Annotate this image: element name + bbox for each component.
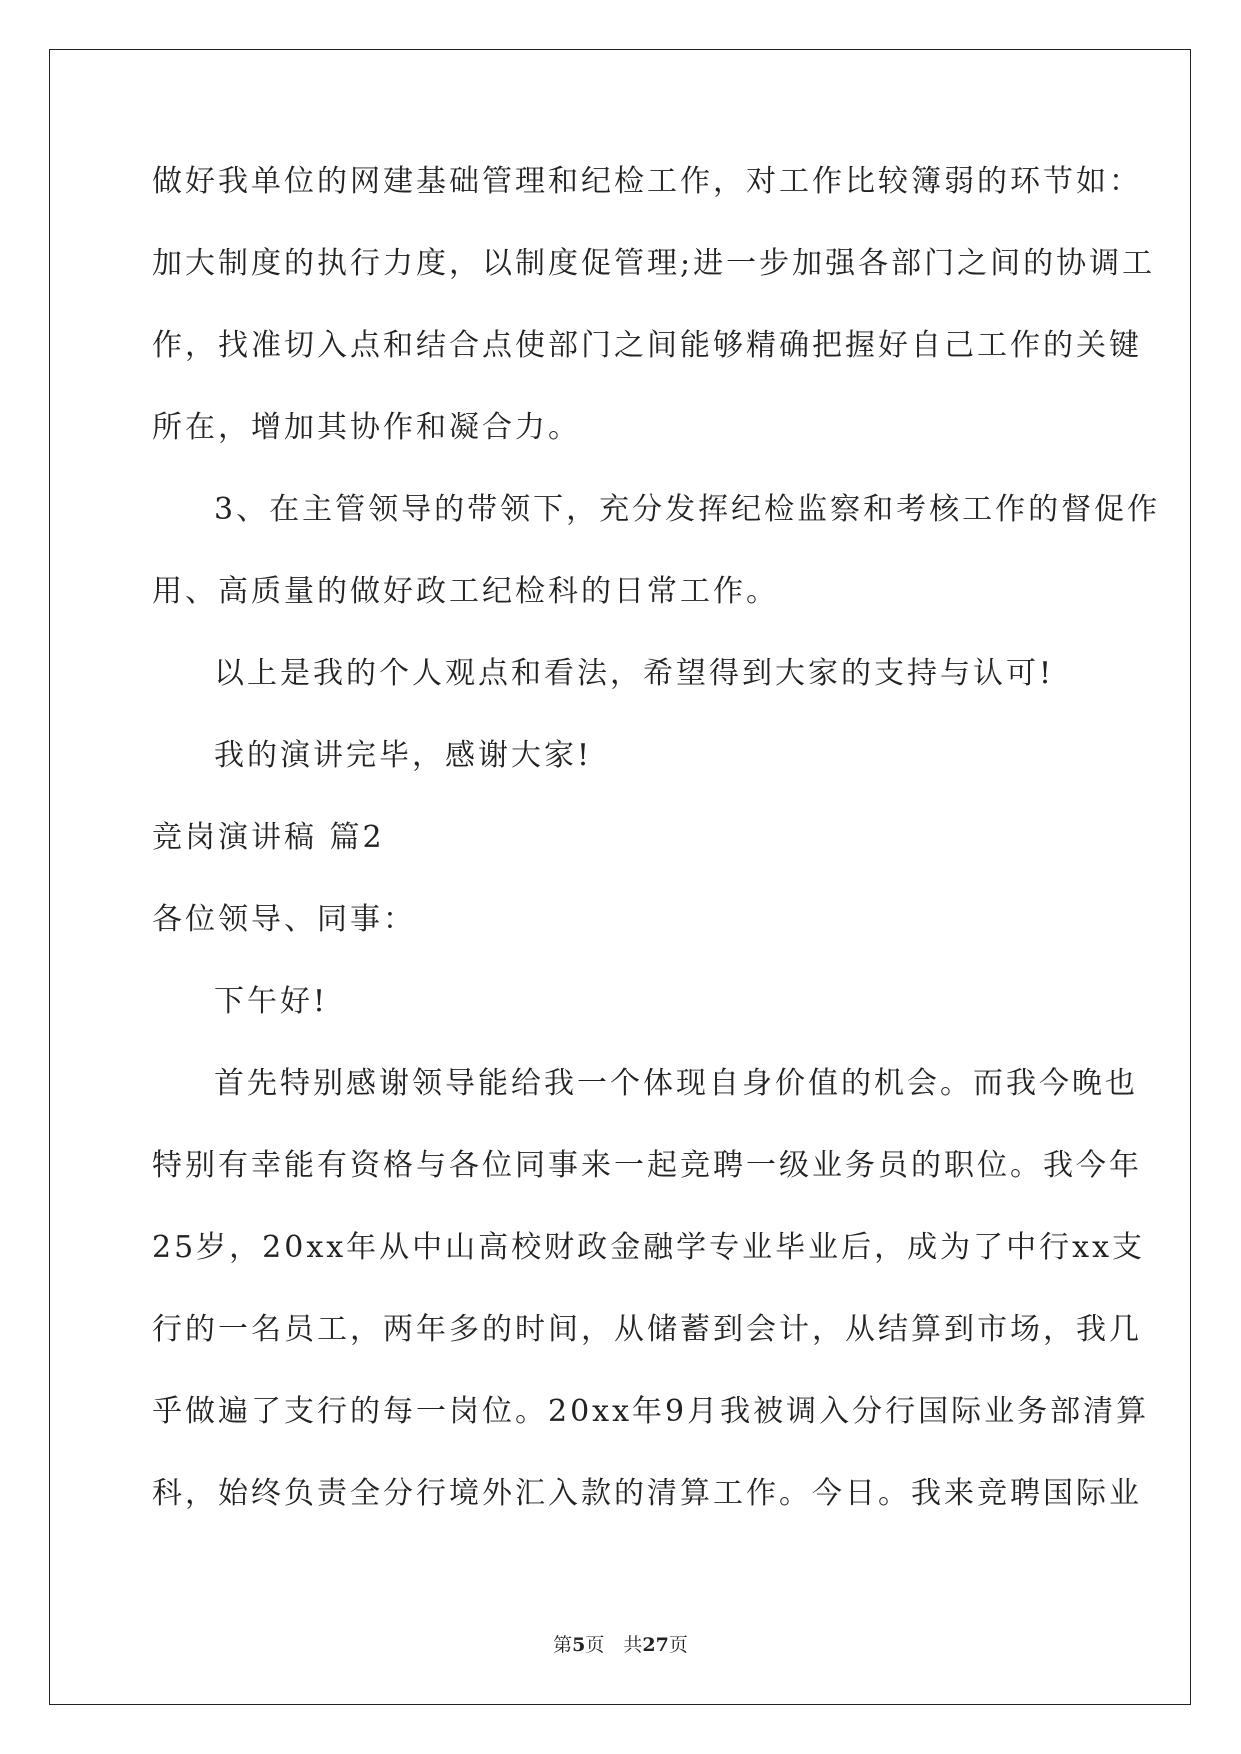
footer-prefix: 第 xyxy=(553,1634,573,1656)
body-line-8: 我的演讲完毕，感谢大家! xyxy=(214,738,593,773)
body-line-4: 所在，增加其协作和凝合力。 xyxy=(152,410,581,445)
footer-middle: 页 共 xyxy=(585,1634,643,1656)
body-line-16: 乎做遍了支行的每一岗位。20xx年9月我被调入分行国际业务部清算 xyxy=(152,1394,1150,1429)
body-line-6: 用、高质量的做好政工纪检科的日常工作。 xyxy=(152,574,779,609)
body-line-13: 特别有幸能有资格与各位同事来一起竞聘一级业务员的职位。我今年 xyxy=(152,1148,1142,1183)
body-line-12: 首先特别感谢领导能给我一个体现自身价值的机会。而我今晚也 xyxy=(214,1066,1138,1101)
body-line-2: 加大制度的执行力度，以制度促管理;进一步加强各部门之间的协调工 xyxy=(152,246,1156,281)
body-line-5: 3、在主管领导的带领下，充分发挥纪检监察和考核工作的督促作 xyxy=(214,492,1161,527)
body-line-7: 以上是我的个人观点和看法，希望得到大家的支持与认可! xyxy=(214,656,1055,691)
footer-suffix: 页 xyxy=(668,1634,688,1656)
document-body xyxy=(152,160,1161,1554)
body-line-14: 25岁，20xx年从中山高校财政金融学专业毕业后，成为了中行xx支 xyxy=(152,1230,1146,1265)
page-footer xyxy=(0,1630,1241,1657)
body-line-15: 行的一名员工，两年多的时间，从储蓄到会计，从结算到市场，我几 xyxy=(152,1312,1142,1347)
greeting: 下午好! xyxy=(214,984,329,1019)
body-line-1: 做好我单位的网建基础管理和纪检工作，对工作比较簿弱的环节如： xyxy=(152,164,1142,199)
body-line-17: 科，始终负责全分行境外汇入款的清算工作。今日。我来竞聘国际业 xyxy=(152,1476,1142,1511)
section-heading: 竞岗演讲稿 篇2 xyxy=(152,820,385,855)
footer-total-pages: 27 xyxy=(642,1634,669,1656)
footer-page-number: 5 xyxy=(572,1634,586,1656)
salutation: 各位领导、同事： xyxy=(152,902,416,937)
body-line-3: 作，找准切入点和结合点使部门之间能够精确把握好自己工作的关键 xyxy=(152,328,1142,363)
